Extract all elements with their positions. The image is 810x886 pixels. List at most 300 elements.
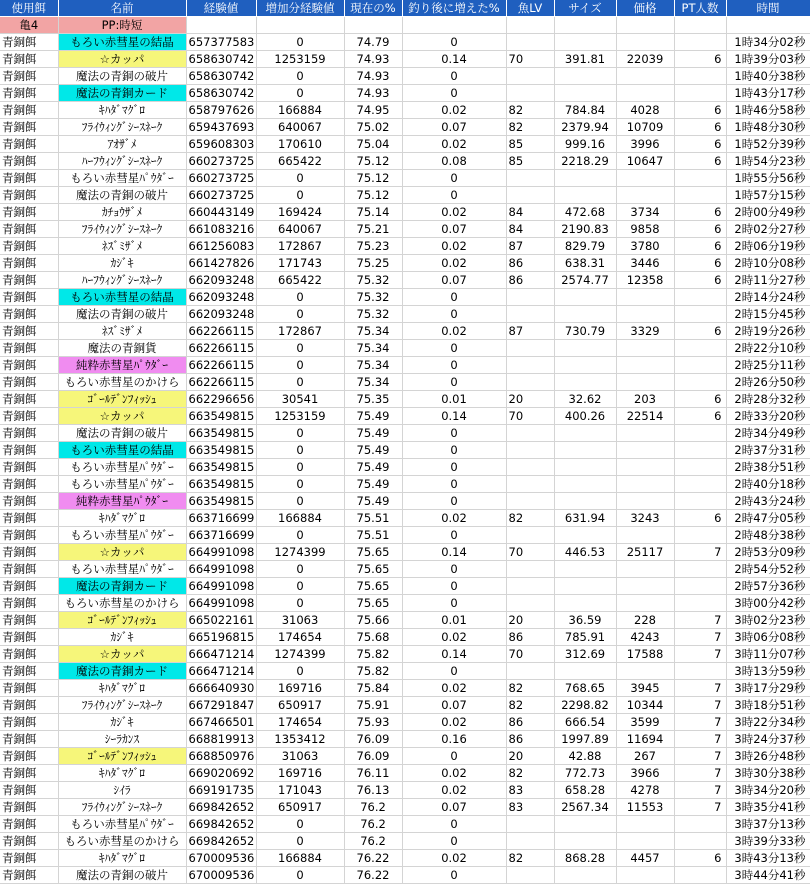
table-cell <box>616 425 674 442</box>
table-cell: 青銅餌 <box>0 238 58 255</box>
table-cell <box>674 527 726 544</box>
subheader-row <box>0 17 810 34</box>
table-cell: 青銅餌 <box>0 170 58 187</box>
table-cell: 0 <box>256 170 344 187</box>
table-cell: 6 <box>674 408 726 425</box>
table-cell: 169716 <box>256 680 344 697</box>
table-cell: 0 <box>402 68 506 85</box>
table-cell: 75.91 <box>344 697 402 714</box>
table-cell: ﾊｰﾌｳｨﾝｸﾞｼｰｽﾈｰｸ <box>58 272 186 289</box>
table-cell: 11553 <box>616 799 674 816</box>
table-cell: 青銅餌 <box>0 731 58 748</box>
table-cell: 650917 <box>256 799 344 816</box>
table-cell: 669842652 <box>186 833 256 850</box>
table-cell: もろい赤彗星ﾊﾟｳﾀﾞｰ <box>58 170 186 187</box>
table-cell: 171043 <box>256 782 344 799</box>
table-cell: 669842652 <box>186 816 256 833</box>
subheader-cell: PP:時短 <box>58 17 186 34</box>
table-cell: 青銅餌 <box>0 51 58 68</box>
table-cell: 0 <box>256 595 344 612</box>
table-cell: 2時11分27秒 <box>726 272 810 289</box>
table-cell: 魔法の青銅の破片 <box>58 425 186 442</box>
table-cell: 1253159 <box>256 408 344 425</box>
table-row <box>0 34 810 51</box>
table-cell: 0.14 <box>402 51 506 68</box>
table-cell: 0 <box>256 578 344 595</box>
table-cell: 0.02 <box>402 680 506 697</box>
table-cell: 0.07 <box>402 272 506 289</box>
table-cell: 1時40分38秒 <box>726 68 810 85</box>
table-cell: 166884 <box>256 510 344 527</box>
table-row <box>0 629 810 646</box>
table-cell: 472.68 <box>554 204 616 221</box>
table-cell: 3446 <box>616 255 674 272</box>
table-cell: 267 <box>616 748 674 765</box>
table-cell: 36.59 <box>554 612 616 629</box>
table-cell: 1時43分17秒 <box>726 85 810 102</box>
empty-cell <box>506 17 554 34</box>
table-cell: 663549815 <box>186 476 256 493</box>
table-cell: もろい赤彗星ﾊﾟｳﾀﾞｰ <box>58 561 186 578</box>
table-cell: 75.65 <box>344 595 402 612</box>
table-cell: 4243 <box>616 629 674 646</box>
table-cell: 3時35分41秒 <box>726 799 810 816</box>
table-cell: 青銅餌 <box>0 527 58 544</box>
table-cell: 3時43分13秒 <box>726 850 810 867</box>
table-cell: 85 <box>506 153 554 170</box>
table-cell: 青銅餌 <box>0 272 58 289</box>
table-cell: 青銅餌 <box>0 119 58 136</box>
table-cell: 86 <box>506 272 554 289</box>
table-row <box>0 119 810 136</box>
table-row <box>0 102 810 119</box>
table-cell: 3時18分51秒 <box>726 697 810 714</box>
table-cell: 7 <box>674 714 726 731</box>
table-cell: 650917 <box>256 697 344 714</box>
table-cell: 666640930 <box>186 680 256 697</box>
table-cell: 6 <box>674 391 726 408</box>
table-cell: 82 <box>506 765 554 782</box>
table-cell <box>616 833 674 850</box>
table-cell: 0 <box>402 476 506 493</box>
table-cell: 7 <box>674 680 726 697</box>
table-cell: 70 <box>506 646 554 663</box>
table-row <box>0 510 810 527</box>
table-cell: 青銅餌 <box>0 34 58 51</box>
table-cell: 0 <box>402 357 506 374</box>
table-cell: 446.53 <box>554 544 616 561</box>
table-cell: 82 <box>506 697 554 714</box>
table-cell: 0.02 <box>402 255 506 272</box>
table-cell: 75.82 <box>344 646 402 663</box>
table-cell <box>674 663 726 680</box>
table-cell: 3966 <box>616 765 674 782</box>
empty-cell <box>186 17 256 34</box>
table-cell: 青銅餌 <box>0 476 58 493</box>
table-cell <box>616 306 674 323</box>
table-cell: ｶｼﾞｷ <box>58 714 186 731</box>
table-cell: 75.32 <box>344 272 402 289</box>
table-cell: 0.01 <box>402 612 506 629</box>
table-cell: 666471214 <box>186 646 256 663</box>
table-cell: 663716699 <box>186 510 256 527</box>
table-cell <box>616 595 674 612</box>
table-cell: 75.23 <box>344 238 402 255</box>
table-cell: 青銅餌 <box>0 680 58 697</box>
table-cell: 74.93 <box>344 51 402 68</box>
table-cell: 青銅餌 <box>0 340 58 357</box>
table-cell: 0.02 <box>402 629 506 646</box>
table-cell: 659608303 <box>186 136 256 153</box>
table-cell: 青銅餌 <box>0 255 58 272</box>
table-cell: 青銅餌 <box>0 663 58 680</box>
table-cell: もろい赤彗星ﾊﾟｳﾀﾞｰ <box>58 476 186 493</box>
table-cell: 662296656 <box>186 391 256 408</box>
table-cell: 638.31 <box>554 255 616 272</box>
table-cell: 658630742 <box>186 51 256 68</box>
table-cell: ﾈｽﾞﾐｻﾞﾒ <box>58 323 186 340</box>
table-cell: 2時38分51秒 <box>726 459 810 476</box>
table-cell: 75.21 <box>344 221 402 238</box>
table-cell: 青銅餌 <box>0 204 58 221</box>
table-cell: 30541 <box>256 391 344 408</box>
table-cell: 17588 <box>616 646 674 663</box>
table-cell: 0 <box>402 867 506 884</box>
table-cell: 665196815 <box>186 629 256 646</box>
table-cell: 669020692 <box>186 765 256 782</box>
table-cell: 3時02分23秒 <box>726 612 810 629</box>
table-cell <box>674 816 726 833</box>
table-row <box>0 136 810 153</box>
table-cell: 768.65 <box>554 680 616 697</box>
table-cell: 31063 <box>256 612 344 629</box>
table-cell: ｺﾞｰﾙﾃﾞﾝﾌｨｯｼｭ <box>58 391 186 408</box>
table-cell: 6 <box>674 102 726 119</box>
table-cell <box>674 187 726 204</box>
table-cell: 662093248 <box>186 289 256 306</box>
table-row <box>0 153 810 170</box>
table-cell: 4457 <box>616 850 674 867</box>
table-cell <box>506 68 554 85</box>
table-cell: 0 <box>402 306 506 323</box>
table-cell <box>674 34 726 51</box>
table-cell: 83 <box>506 799 554 816</box>
table-row <box>0 578 810 595</box>
table-body <box>0 17 810 884</box>
table-cell: ｺﾞｰﾙﾃﾞﾝﾌｨｯｼｭ <box>58 612 186 629</box>
table-cell <box>554 34 616 51</box>
table-cell: 青銅餌 <box>0 799 58 816</box>
table-cell: 74.93 <box>344 68 402 85</box>
table-row <box>0 68 810 85</box>
table-cell: 0 <box>402 527 506 544</box>
table-cell <box>674 289 726 306</box>
table-cell: 0 <box>256 357 344 374</box>
table-cell <box>554 476 616 493</box>
table-cell <box>506 187 554 204</box>
table-cell: 75.02 <box>344 119 402 136</box>
table-cell: 730.79 <box>554 323 616 340</box>
table-cell: もろい赤彗星の結晶 <box>58 34 186 51</box>
table-row <box>0 170 810 187</box>
table-cell: 658.28 <box>554 782 616 799</box>
table-cell <box>506 578 554 595</box>
table-cell: 青銅餌 <box>0 323 58 340</box>
table-cell: 青銅餌 <box>0 85 58 102</box>
table-cell: 665422 <box>256 153 344 170</box>
table-cell: 2時00分49秒 <box>726 204 810 221</box>
table-cell: 75.34 <box>344 357 402 374</box>
table-cell: 青銅餌 <box>0 221 58 238</box>
table-cell: 76.22 <box>344 850 402 867</box>
table-cell: 2時15分45秒 <box>726 306 810 323</box>
table-cell <box>554 306 616 323</box>
table-cell: 魔法の青銅カード <box>58 663 186 680</box>
table-cell <box>554 85 616 102</box>
subheader-cell: 亀4 <box>0 17 58 34</box>
table-cell: 3時34分20秒 <box>726 782 810 799</box>
column-header: PT人数 <box>674 0 726 17</box>
table-cell: ｷﾊﾀﾞﾏｸﾞﾛ <box>58 680 186 697</box>
table-cell: 87 <box>506 238 554 255</box>
table-row <box>0 187 810 204</box>
table-cell <box>554 595 616 612</box>
table-cell <box>554 459 616 476</box>
table-cell: 青銅餌 <box>0 68 58 85</box>
table-cell: 0 <box>402 374 506 391</box>
table-cell <box>616 187 674 204</box>
table-cell: 1274399 <box>256 544 344 561</box>
table-cell: 0 <box>402 34 506 51</box>
table-cell: 663549815 <box>186 459 256 476</box>
table-cell: 青銅餌 <box>0 102 58 119</box>
table-row <box>0 204 810 221</box>
table-cell: 665022161 <box>186 612 256 629</box>
table-cell: 0 <box>402 289 506 306</box>
table-cell: 0 <box>256 527 344 544</box>
table-cell <box>674 578 726 595</box>
table-cell: 75.32 <box>344 289 402 306</box>
table-cell: 7 <box>674 765 726 782</box>
table-cell: 0 <box>402 442 506 459</box>
table-cell: 75.65 <box>344 578 402 595</box>
table-row <box>0 459 810 476</box>
table-cell: 1時55分56秒 <box>726 170 810 187</box>
table-cell: 0.07 <box>402 119 506 136</box>
table-cell: 1時39分03秒 <box>726 51 810 68</box>
table-cell: 660273725 <box>186 170 256 187</box>
table-cell: 魔法の青銅の破片 <box>58 187 186 204</box>
table-cell: 83 <box>506 782 554 799</box>
table-cell: 667466501 <box>186 714 256 731</box>
table-cell: 662093248 <box>186 272 256 289</box>
table-cell: 75.12 <box>344 153 402 170</box>
table-cell <box>616 340 674 357</box>
table-cell: 2時26分50秒 <box>726 374 810 391</box>
table-cell: 3時30分38秒 <box>726 765 810 782</box>
table-cell: 2298.82 <box>554 697 616 714</box>
table-cell: 3996 <box>616 136 674 153</box>
table-cell <box>506 340 554 357</box>
table-cell: 75.49 <box>344 408 402 425</box>
table-cell: もろい赤彗星のかけら <box>58 595 186 612</box>
table-row <box>0 255 810 272</box>
table-row <box>0 833 810 850</box>
table-cell: 青銅餌 <box>0 816 58 833</box>
empty-cell <box>554 17 616 34</box>
table-cell <box>506 493 554 510</box>
table-cell <box>674 340 726 357</box>
table-cell <box>506 85 554 102</box>
table-cell: 2時34分49秒 <box>726 425 810 442</box>
table-cell: 11694 <box>616 731 674 748</box>
table-cell: 75.49 <box>344 442 402 459</box>
table-cell: 664991098 <box>186 595 256 612</box>
table-row <box>0 221 810 238</box>
table-cell: 22039 <box>616 51 674 68</box>
table-cell: 75.49 <box>344 476 402 493</box>
table-cell: 10647 <box>616 153 674 170</box>
table-cell: 3時00分42秒 <box>726 595 810 612</box>
table-cell <box>506 425 554 442</box>
table-cell: 0.07 <box>402 697 506 714</box>
table-cell <box>554 374 616 391</box>
table-cell: 0.14 <box>402 646 506 663</box>
table-cell: 660443149 <box>186 204 256 221</box>
table-row <box>0 272 810 289</box>
table-cell: 10344 <box>616 697 674 714</box>
table-cell: 0.02 <box>402 323 506 340</box>
table-cell: 3時37分13秒 <box>726 816 810 833</box>
table-cell: 2時43分24秒 <box>726 493 810 510</box>
table-cell: 82 <box>506 680 554 697</box>
table-cell <box>674 493 726 510</box>
table-cell: 青銅餌 <box>0 408 58 425</box>
table-cell: 668850976 <box>186 748 256 765</box>
table-cell: 75.25 <box>344 255 402 272</box>
column-header: 経験値 <box>186 0 256 17</box>
table-cell: 82 <box>506 119 554 136</box>
table-cell: 青銅餌 <box>0 442 58 459</box>
table-cell: ｷﾊﾀﾞﾏｸﾞﾛ <box>58 850 186 867</box>
table-cell <box>506 527 554 544</box>
table-cell <box>506 459 554 476</box>
table-cell: 0 <box>256 306 344 323</box>
table-cell: 75.68 <box>344 629 402 646</box>
table-cell: 631.94 <box>554 510 616 527</box>
table-cell: ｼｲﾗ <box>58 782 186 799</box>
table-cell: 6 <box>674 272 726 289</box>
table-cell: 0.07 <box>402 799 506 816</box>
table-cell <box>674 374 726 391</box>
column-header: 増加分経験値 <box>256 0 344 17</box>
table-cell: 0 <box>402 816 506 833</box>
table-cell: 664991098 <box>186 544 256 561</box>
table-cell: 663549815 <box>186 408 256 425</box>
table-cell: 2時06分19秒 <box>726 238 810 255</box>
table-cell: 174654 <box>256 714 344 731</box>
table-cell <box>674 867 726 884</box>
table-cell: 7 <box>674 629 726 646</box>
table-cell: 青銅餌 <box>0 136 58 153</box>
table-cell: 9858 <box>616 221 674 238</box>
table-cell <box>506 34 554 51</box>
table-cell: 3329 <box>616 323 674 340</box>
table-row <box>0 374 810 391</box>
table-cell <box>616 442 674 459</box>
table-cell <box>554 816 616 833</box>
table-cell: ｷﾊﾀﾞﾏｸﾞﾛ <box>58 765 186 782</box>
table-cell: 3時39分33秒 <box>726 833 810 850</box>
table-row <box>0 799 810 816</box>
table-cell: 0 <box>402 459 506 476</box>
table-cell <box>616 34 674 51</box>
table-cell: 1時54分23秒 <box>726 153 810 170</box>
table-cell <box>554 442 616 459</box>
table-cell <box>674 85 726 102</box>
table-row <box>0 340 810 357</box>
table-cell: 659437693 <box>186 119 256 136</box>
table-cell: 85 <box>506 136 554 153</box>
table-cell <box>674 459 726 476</box>
table-cell: 663549815 <box>186 442 256 459</box>
table-row <box>0 306 810 323</box>
table-row <box>0 527 810 544</box>
table-cell <box>674 170 726 187</box>
table-row <box>0 731 810 748</box>
column-header: 釣り後に増えた% <box>402 0 506 17</box>
table-cell: 4028 <box>616 102 674 119</box>
table-cell <box>616 527 674 544</box>
table-cell: もろい赤彗星ﾊﾟｳﾀﾞｰ <box>58 527 186 544</box>
table-cell <box>616 578 674 595</box>
table-cell <box>554 340 616 357</box>
table-cell: 664991098 <box>186 578 256 595</box>
table-row <box>0 850 810 867</box>
table-cell: 0.02 <box>402 782 506 799</box>
column-header: 現在の% <box>344 0 402 17</box>
table-cell: 169716 <box>256 765 344 782</box>
table-cell <box>506 595 554 612</box>
table-cell: 661256083 <box>186 238 256 255</box>
table-cell: 3243 <box>616 510 674 527</box>
table-cell: 75.12 <box>344 170 402 187</box>
table-cell: 7 <box>674 731 726 748</box>
table-cell: 658630742 <box>186 85 256 102</box>
table-cell: 75.84 <box>344 680 402 697</box>
table-cell: 青銅餌 <box>0 867 58 884</box>
table-cell: 6 <box>674 510 726 527</box>
table-cell: 3時26分48秒 <box>726 748 810 765</box>
table-cell: 70 <box>506 544 554 561</box>
table-row <box>0 544 810 561</box>
table-cell: 魔法の青銅の破片 <box>58 867 186 884</box>
table-cell: 75.93 <box>344 714 402 731</box>
table-cell: 784.84 <box>554 102 616 119</box>
table-cell: 20 <box>506 612 554 629</box>
table-cell: 667291847 <box>186 697 256 714</box>
table-cell: 0.02 <box>402 136 506 153</box>
table-cell <box>616 68 674 85</box>
table-cell <box>506 561 554 578</box>
table-cell: 785.91 <box>554 629 616 646</box>
table-cell: 0 <box>256 289 344 306</box>
table-cell <box>616 289 674 306</box>
table-cell <box>506 833 554 850</box>
table-cell: 166884 <box>256 850 344 867</box>
table-cell: 6 <box>674 136 726 153</box>
table-cell: もろい赤彗星の結晶 <box>58 442 186 459</box>
